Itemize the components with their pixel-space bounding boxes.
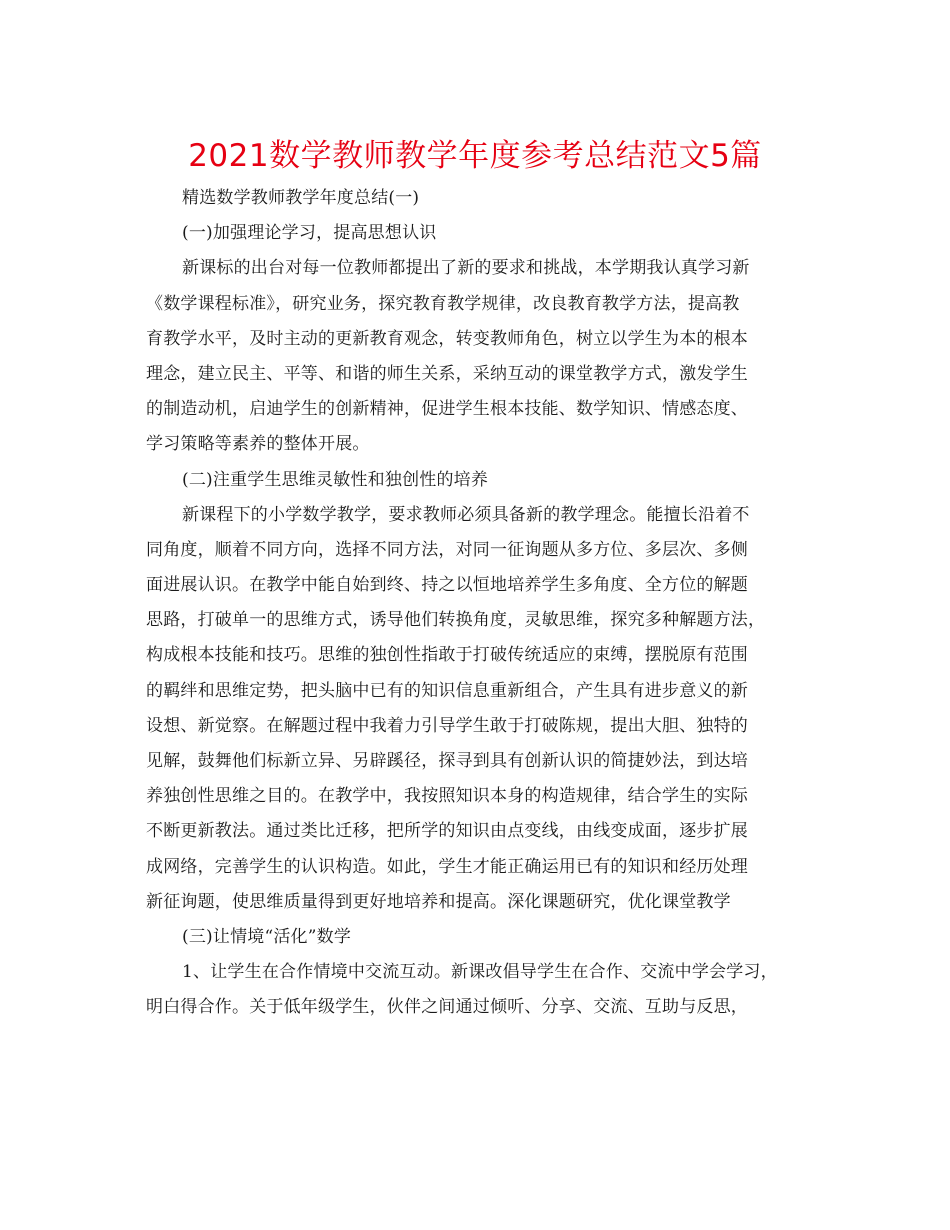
paragraph-line: 面进展认识。在教学中能自始到终、持之以恒地培养学生多角度、全方位的解题	[146, 575, 748, 596]
paragraph-line: 《数学课程标准》，研究业务，探究教育教学规律，改良教育教学方法，提高教	[146, 293, 740, 314]
paragraph-line: 思路，打破单一的思维方式，诱导他们转换角度，灵敏思维，探究多种解题方法，	[146, 610, 766, 631]
paragraph-line: 的羁绊和思维定势，把头脑中已有的知识信息重新组合，产生具有进步意义的新	[146, 680, 748, 701]
paragraph-heading: 精选数学教师教学年度总结(一)	[182, 188, 420, 208]
paragraph-line: 设想、新觉察。在解题过程中我着力引导学生敢于打破陈规，提出大胆、独特的	[146, 715, 748, 736]
paragraph-line: 构成根本技能和技巧。思维的独创性指敢于打破传统适应的束缚，摆脱原有范围	[146, 645, 748, 666]
paragraph-line: 见解，鼓舞他们标新立异、另辟蹊径，探寻到具有创新认识的简捷妙法，到达培	[146, 751, 748, 771]
paragraph-line: 新征询题，使思维质量得到更好地培养和提高。深化课题研究，优化课堂教学	[146, 891, 731, 912]
section-heading: (三)让情境“活化”数学	[182, 926, 352, 947]
section-heading: (一)加强理论学习，提高思想认识	[182, 223, 437, 244]
document-body	[146, 181, 818, 1026]
paragraph-line: 育教学水平，及时主动的更新教育观念，转变教师角色，树立以学生为本的根本	[146, 328, 748, 349]
paragraph-line: 新课标的出台对每一位教师都提出了新的要求和挑战，本学期我认真学习新	[182, 258, 750, 279]
section-heading: (二)注重学生思维灵敏性和独创性的培养	[182, 469, 489, 490]
paragraph-line: 成网络，完善学生的认识构造。如此，学生才能正确运用已有的知识和经历处理	[146, 856, 748, 877]
paragraph-line: 学习策略等素养的整体开展。	[146, 434, 370, 455]
paragraph-line: 新课程下的小学数学教学，要求教师必须具备新的教学理念。能擅长沿着不	[182, 504, 750, 525]
paragraph-line: 明白得合作。关于低年级学生，伙伴之间通过倾听、分享、交流、互助与反思，	[146, 997, 748, 1018]
paragraph-line: 不断更新教法。通过类比迁移，把所学的知识由点变线，由线变成面，逐步扩展	[146, 821, 748, 842]
paragraph-line: 的制造动机，启迪学生的创新精神，促进学生根本技能、数学知识、情感态度、	[146, 399, 748, 420]
paragraph-line: 同角度，顺着不同方向，选择不同方法，对同一征询题从多方位、多层次、多侧	[146, 539, 748, 560]
paragraph-line: 养独创性思维之目的。在教学中，我按照知识本身的构造规律，结合学生的实际	[146, 786, 748, 807]
paragraph-line: 1、让学生在合作情境中交流互动。新课改倡导学生在合作、交流中学会学习，	[182, 962, 778, 983]
paragraph-line: 理念，建立民主、平等、和谐的师生关系，采纳互动的课堂教学方式，激发学生	[146, 363, 748, 384]
document-title: 2021数学教师教学年度参考总结范文5篇	[188, 138, 762, 174]
